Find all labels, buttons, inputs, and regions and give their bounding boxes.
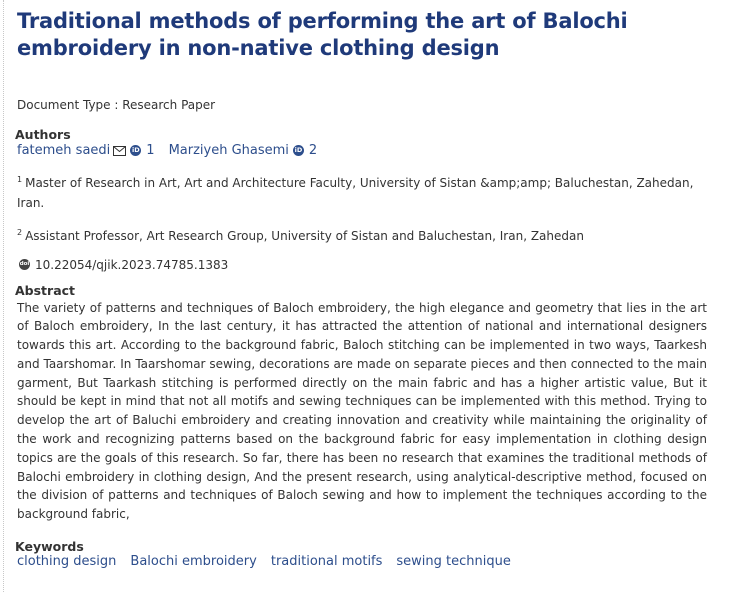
doi-value[interactable]: 10.22054/qjik.2023.74785.1383 [35, 257, 229, 272]
orcid-icon[interactable]: iD [131, 146, 140, 154]
affiliation-number: 2 [308, 143, 318, 158]
author-item [17, 143, 155, 158]
authors-heading: Authors [15, 127, 71, 142]
author-link[interactable]: fatemeh saedi [17, 143, 111, 158]
keyword-link[interactable]: sewing technique [396, 554, 511, 570]
keywords-heading: Keywords [15, 539, 84, 555]
author-item [169, 143, 318, 158]
doi-row [19, 258, 707, 272]
affiliation-text: Master of Research in Art, Art and Architecture Faculty, University of Sistan &amp;amp; Baluchestan, Zahedan, Iran. [17, 176, 694, 210]
affiliation-sup: 1 [17, 175, 23, 184]
abstract-text: The variety of patterns and techniques of Baloch embroidery, the high elegance and geometry that lies in the art of Baloch embroidery, In the last century, it has attracted the attention of national and international designers towards this art. According to the background fabric, Baloch stitching can be implemented in two ways, Taarkesh and Taarshomar. In Taarshomar sewing, decorations are made on separate pieces and then connected to the main garment, But Taarkash stitching is performed directly on the main fabric and has a higher artistic value, But it should be kept in mind that not all motifs and sewing techniques can be implemented with this method. Trying to develop the art of Baluchi embroidery and creating innovation and creativity while maintaining the originality of the work and recognizing patterns based on the background fabric for easy implementation in clothing design topics are the goals of this research. So far, there has been no research that examines the traditional methods of Balochi embroidery in clothing design, And the present research, using analytical-descriptive method, focused on the division of patterns and techniques of Baloch sewing and how to implement the techniques according to the background fabric, [17, 300, 707, 522]
affiliation-1 [17, 170, 707, 213]
affiliation-sup: 2 [17, 228, 23, 237]
keyword-link[interactable]: clothing design [17, 554, 117, 570]
keyword-link[interactable]: Balochi embroidery [130, 554, 257, 570]
keyword-link[interactable]: traditional motifs [270, 554, 383, 570]
doi-icon: doi [19, 259, 30, 270]
keywords-list [17, 554, 707, 569]
abstract-heading: Abstract [15, 282, 76, 298]
article-page [15, 8, 707, 569]
author-link[interactable]: Marziyeh Ghasemi [168, 143, 289, 158]
affiliation-text: Assistant Professor, Art Research Group, University of Sistan and Baluchestan, Iran, Zahedan [25, 229, 584, 243]
article-title: Traditional methods of performing the art of Balochi embroidery in non-native clothing design [17, 9, 628, 60]
orcid-icon[interactable]: iD [294, 146, 303, 154]
authors-list [17, 143, 707, 158]
mail-icon[interactable] [113, 146, 126, 156]
left-border [3, 0, 4, 592]
document-type: Document Type : Research Paper [17, 98, 216, 112]
affiliation-number: 1 [146, 143, 155, 158]
affiliation-2 [17, 223, 707, 247]
